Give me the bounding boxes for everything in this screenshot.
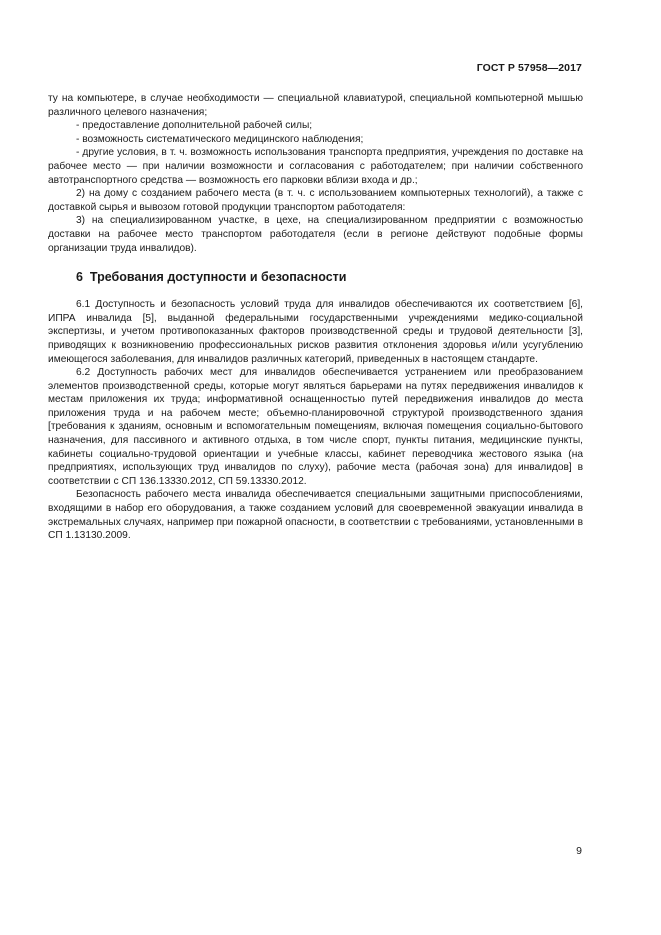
list-item-home-work: 2) на дому с созданием рабочего места (в т. ч. с использованием компьютерных технологий), а также с доставкой сырья и вывозом готовой продукции транспортом работодателя: [48, 188, 583, 213]
paragraph-workplace-safety: Безопасность рабочего места инвалида обеспечивается специальными защитными приспособлениями, входящими в набор его оборудования, а также созданием условий для своевременной эвакуации инвалида в экстремальных случаях, например при пожарной опасности, в соответствии с требованиями, установленными в СП 1.13130.2009. [48, 489, 583, 542]
section-number: 6 [76, 270, 83, 285]
section-heading [76, 269, 583, 285]
list-item-other-conditions: - другие условия, в т. ч. возможность использования транспорта предприятия, учреждения по доставке на рабочее место — при наличии возможности и согласования с работодателем; при наличии собственного автотранспортного средства — возможность его парковки вблизи входа и др.; [48, 147, 583, 186]
standard-number-header: ГОСТ Р 57958—2017 [476, 62, 582, 74]
section-title: Требования доступности и безопасности [89, 270, 347, 285]
list-item-extra-workforce: - предоставление дополнительной рабочей силы; [76, 120, 313, 132]
clause-6-1: 6.1 Доступность и безопасность условий труда для инвалидов обеспечиваются их соответствием [6], ИПРА инвалида [5], выданной федеральными государственными учреждениями медико-социальной экспертизы, и учетом противопоказанных факторов производственной среды и трудовой деятельности [3], приводящих к возникновению профессиональных рисков развития отклонения здоровья и/или усугублению имеющегося заболевания, для инвалидов различных категорий, приведенных в настоящем стандарте. [48, 299, 583, 365]
clause-6-2: 6.2 Доступность рабочих мест для инвалидов обеспечивается устранением или преобразованием элементов производственной среды, которые могут являться барьерами на путях передвижения инвалидов к местам приложения их труда; информативной оснащенностью путей передвижения инвалидов до места приложения труда и на рабочем месте; объемно-планировочной структурой производственного здания [требования к зданиям, основным и вспомогательным помещениям, включая помещения социально-бытового назначения, для пассивного и активного отдыха, в том числе спорт, пункты питания, медицинские пункты, кабинеты социально-трудовой ориентации и учебные классы, кабинет переводчика жестового языка (на предприятиях, использующих труд инвалидов по слуху), рабочие места (рабочая зона) для инвалидов] в соответствии с СП 136.13330.2012, СП 59.13330.2012. [48, 367, 583, 487]
paragraph-continuation: ту на компьютере, в случае необходимости — специальной клавиатурой, специальной компьютерной мышью различного целевого назначения; [48, 93, 583, 118]
list-item-medical-observation: - возможность систематического медицинского наблюдения; [76, 133, 364, 145]
list-item-specialized-site: 3) на специализированном участке, в цехе, на специализированном предприятии с возможностью доставки на рабочее место транспортом работодателя (если в регионе действуют подобные формы организации труда инвалидов). [48, 215, 583, 254]
document-body [48, 92, 583, 543]
page-number: 9 [576, 845, 582, 857]
